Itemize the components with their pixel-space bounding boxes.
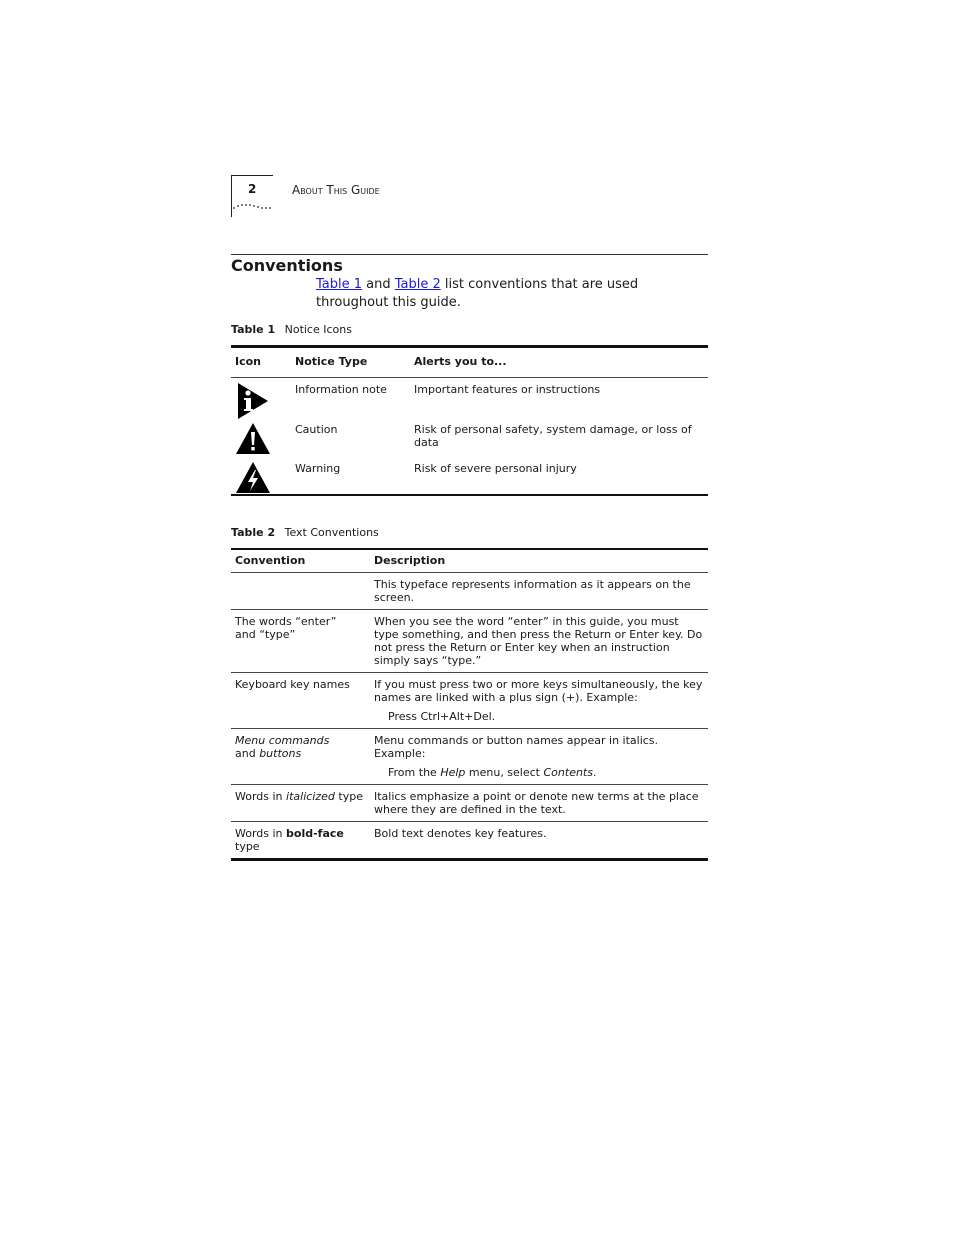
page-number: 2 [248, 182, 257, 196]
table2-label: Table 2 [231, 526, 276, 539]
table-row [231, 458, 708, 495]
col-header-alerts: Alerts you to... [410, 347, 708, 378]
col-header-notice-type: Notice Type [291, 347, 410, 378]
convention-cell [231, 573, 370, 610]
description-cell: Italics emphasize a point or denote new terms at the place where they are defined in the text. [370, 785, 708, 822]
table-header-row [231, 549, 708, 573]
table-row [231, 673, 708, 729]
description-text: Menu commands or button names appear in italics. Example: [374, 734, 659, 760]
intro-paragraph [316, 276, 708, 312]
convention-cell: Words in italicized type [231, 785, 370, 822]
convention-cell [231, 729, 370, 785]
caution-icon [231, 419, 291, 458]
table-row [231, 785, 708, 822]
table-row [231, 573, 708, 610]
table2-title: Text Conventions [284, 526, 379, 539]
col-header-description: Description [370, 549, 708, 573]
notice-type: Caution [295, 423, 338, 436]
description-cell [370, 673, 708, 729]
intro-and: and [362, 277, 395, 292]
dotted-ornament [232, 201, 274, 211]
intro-rest: list conventions that are used throughout this guide. [316, 277, 639, 310]
notice-alert: Important features or instructions [414, 383, 601, 396]
section-rule [231, 254, 708, 255]
description-cell: When you see the word “enter” in this guide, you must type something, and then press the Return or Enter key. Do not press the Return or Enter key when an instruction simply says “type.” [370, 610, 708, 673]
col-header-icon: Icon [231, 347, 291, 378]
table2-link[interactable]: Table 2 [394, 277, 441, 292]
notice-alert: Risk of personal safety, system damage, or loss of data [414, 423, 692, 449]
convention-bold: bold-face [286, 827, 344, 840]
table-row [231, 419, 708, 458]
text-conventions-table [231, 548, 708, 861]
notice-icons-table [231, 345, 708, 496]
description-cell: This typeface represents information as it appears on the screen. [370, 573, 708, 610]
convention-italic: buttons [259, 747, 302, 760]
warning-icon [231, 458, 291, 495]
table2-caption [231, 526, 379, 539]
example-text: From the Help menu, select Contents. [388, 766, 597, 779]
description-cell [370, 729, 708, 785]
col-header-convention: Convention [231, 549, 370, 573]
information-icon [231, 378, 291, 420]
table-row [231, 610, 708, 673]
table1-caption [231, 323, 352, 336]
convention-cell: Words in bold-face type [231, 822, 370, 860]
running-title: About This Guide [292, 183, 380, 197]
convention-italic: Menu commands [235, 734, 330, 747]
table-header-row [231, 347, 708, 378]
convention-cell: Keyboard key names [231, 673, 370, 729]
section-title: Conventions [231, 256, 343, 275]
notice-type: Warning [291, 458, 410, 495]
notice-alert: Risk of severe personal injury [410, 458, 708, 495]
table-row [231, 378, 708, 420]
table-row [231, 729, 708, 785]
convention-cell: The words “enter” and “type” [231, 610, 370, 673]
description-text: If you must press two or more keys simultaneously, the key names are linked with a plus sign (+). Example: [374, 678, 703, 704]
table1-label: Table 1 [231, 323, 276, 336]
table-row [231, 822, 708, 860]
example-text: Press Ctrl+Alt+Del. [388, 710, 496, 723]
convention-italic: italicized [286, 790, 335, 803]
table1-title: Notice Icons [284, 323, 352, 336]
notice-type: Information note [295, 383, 387, 396]
description-cell: Bold text denotes key features. [370, 822, 708, 860]
convention-text: and [235, 747, 260, 760]
table1-link[interactable]: Table 1 [316, 277, 363, 292]
